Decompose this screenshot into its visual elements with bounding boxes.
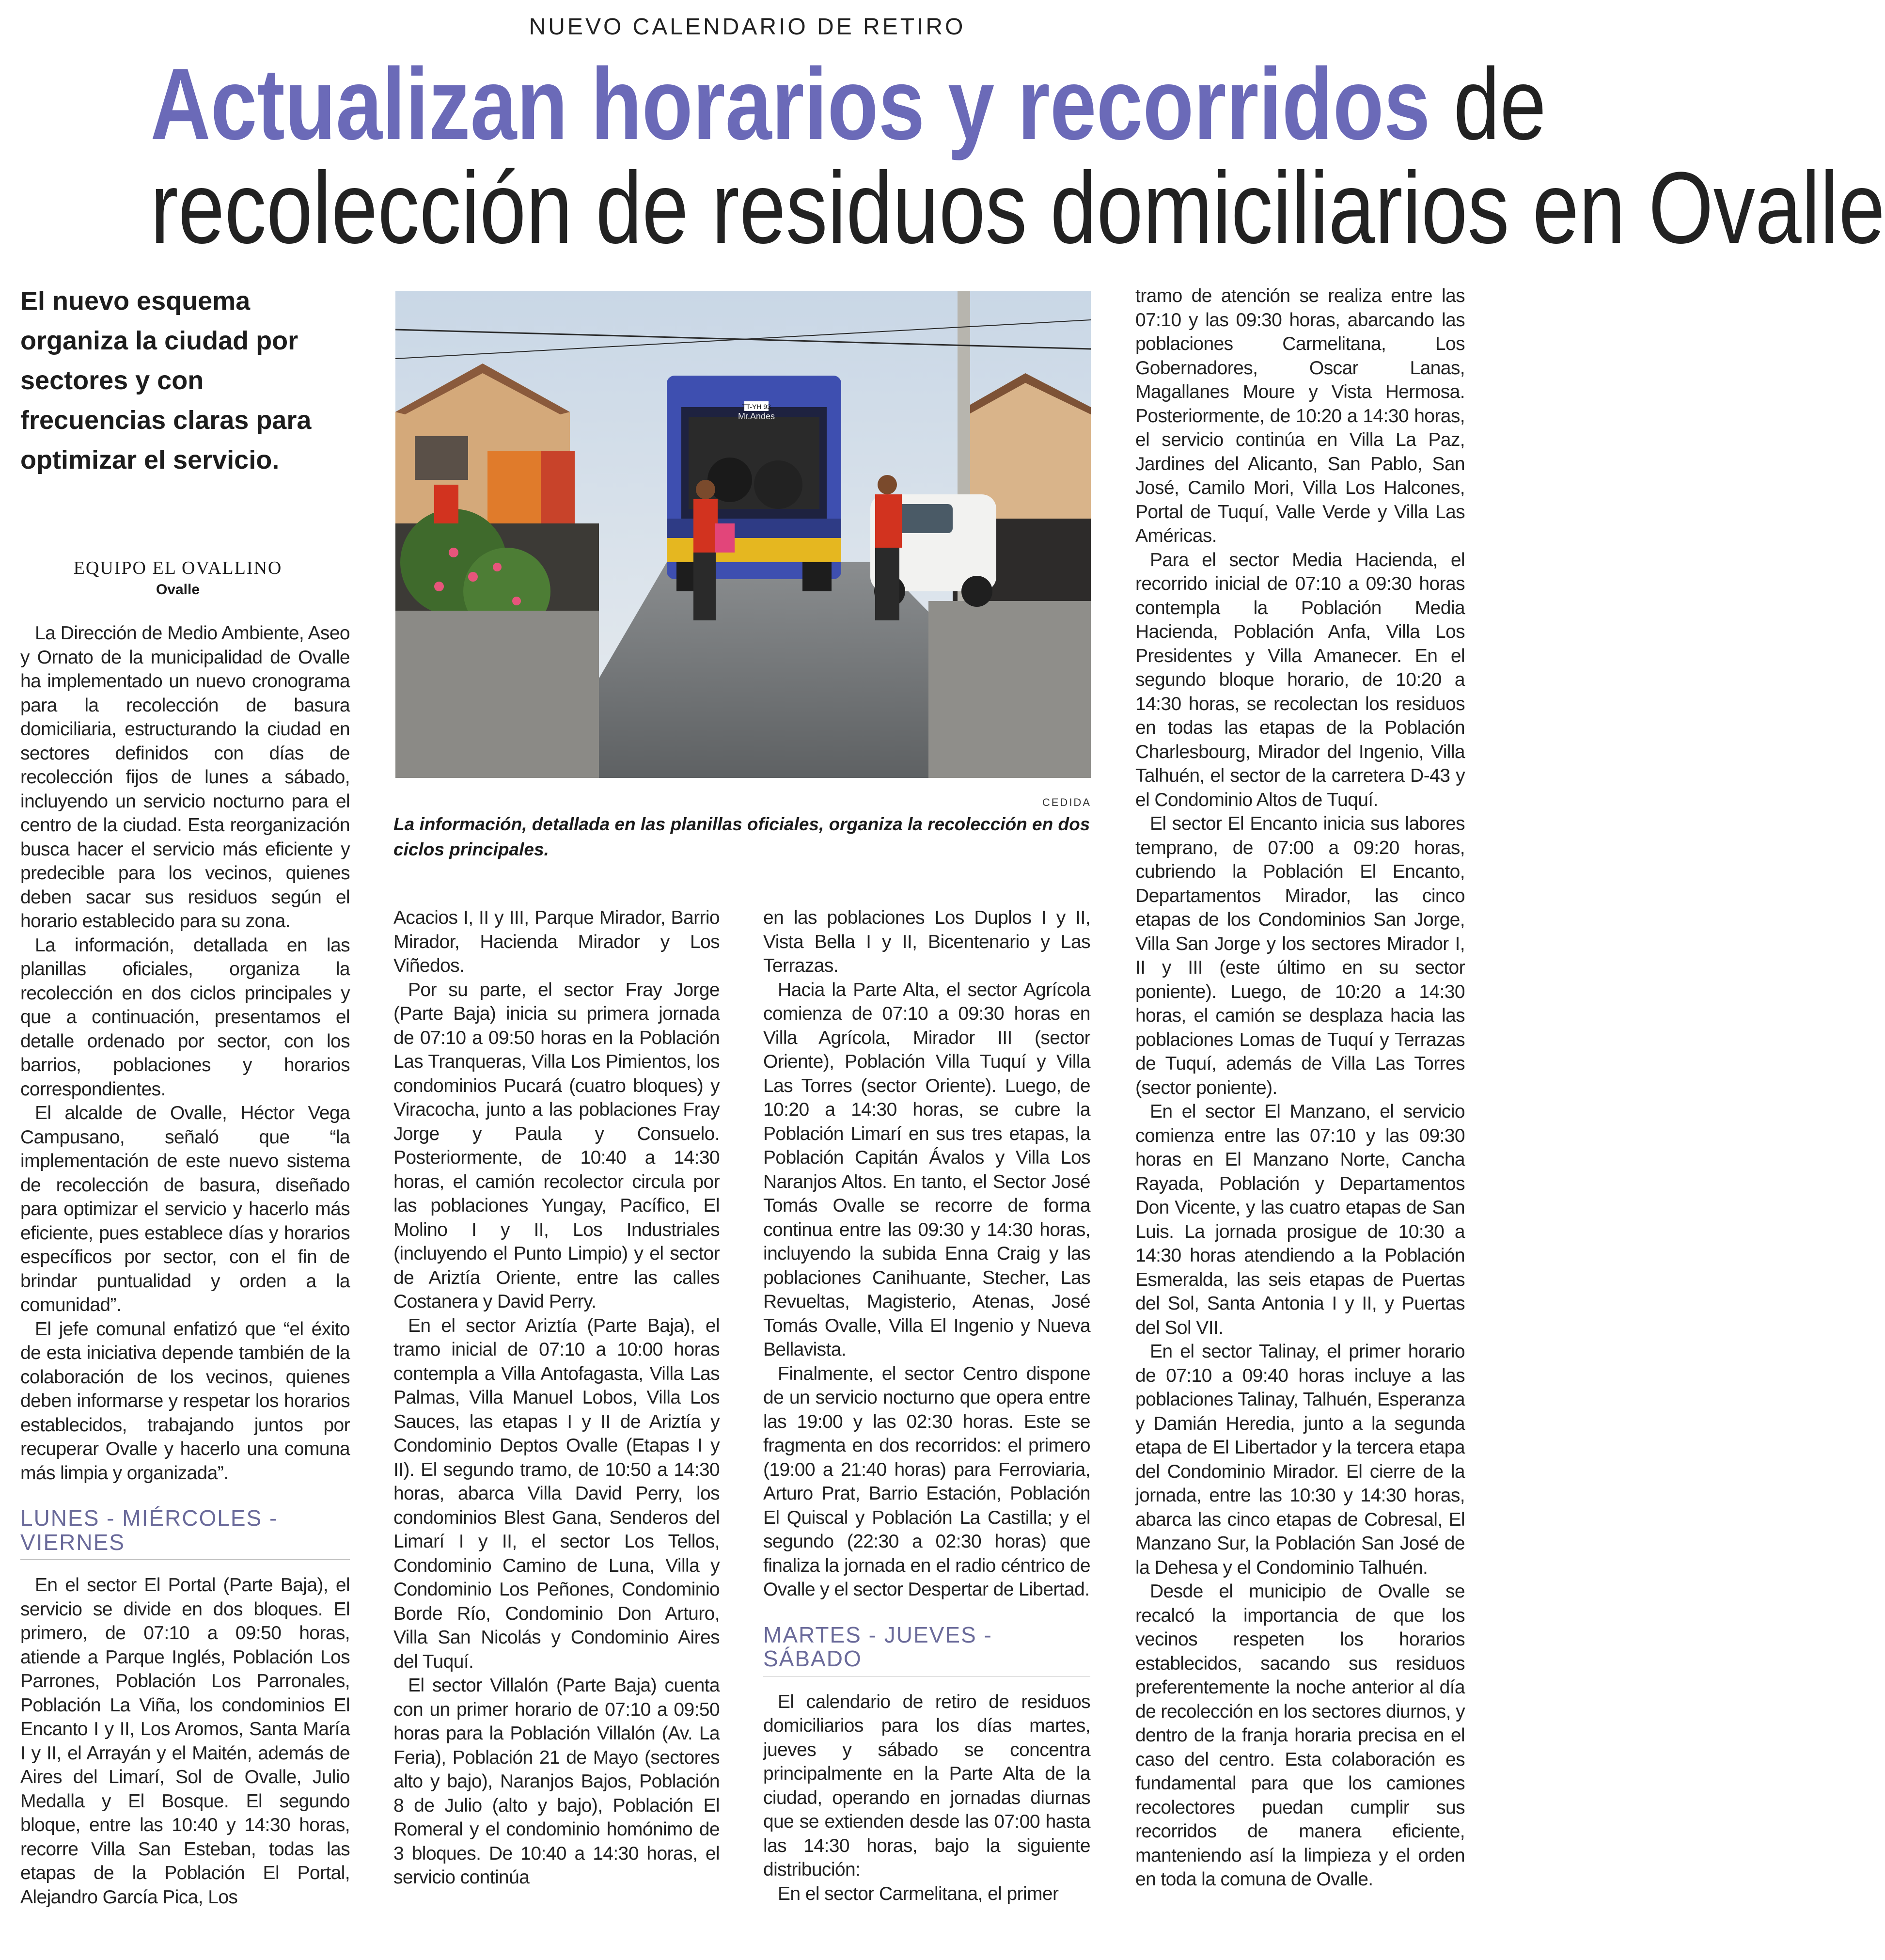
- paragraph: Finalmente, el sector Centro dispone de un servicio nocturno que opera entre las 19:00 y las 02:30 horas. Este se fragmenta en dos recorridos: el primero (19:00 a 21:40 horas) para Ferroviaria, Arturo Prat, Barrio Estación, Población El Quiscal y Población La Castilla; y el segundo (22:30 a 02:30 horas) que finaliza la jornada en el radio céntrico de Ovalle y el sector Despertar de Libertad.: [763, 1363, 1090, 1600]
- section-heading: LUNES - MIÉRCOLES - VIERNES: [20, 1506, 350, 1560]
- photo-credit: CEDIDA: [1042, 796, 1091, 808]
- paragraph: El sector Villalón (Parte Baja) cuenta con un primer horario de 07:10 a 09:50 horas para la Población Villalón (Av. La Feria), Población 21 de Mayo (sectores alto y bajo), Naranjos Bajos, Población 8 de Julio (alto y bajo), Población El Romeral y el condominio homónimo de 3 bloques. De 10:40 a 14:30 horas, el servicio continúa: [393, 1675, 720, 1888]
- paragraph: La Dirección de Medio Ambiente, Aseo y Ornato de la municipalidad de Ovalle ha implementado un nuevo cronograma para la recolección de basura domiciliaria, estructurando la ciudad en sectores definidos con días de recolección fijos de lunes a sábado, incluyendo un servicio nocturno para el centro de la ciudad. Esta reorganización busca hacer el servicio más eficiente y predecible para los vecinos, quienes deben sacar sus residuos según el horario establecido para su zona.: [20, 623, 350, 932]
- column-4: [1135, 284, 1465, 1892]
- headline-line-1: [150, 47, 1546, 161]
- paragraph: En el sector Ariztía (Parte Baja), el tramo inicial de 07:10 a 10:00 horas contempla a Villa Antofagasta, Villa Las Palmas, Villa Manuel Lobos, Villa Los Sauces, las etapas I y II de Ariztía y Condominio Deptos Ovalle (Etapas I y II). El segundo tramo, de 10:50 a 14:30 horas, abarca Villa David Perry, los condominios Blest Gana, Senderos del Limarí I y II, el sector Los Tellos, Condominio Camino de Luna, Villa y Condominio Los Peñones, Condominio Borde Río, Condominio Don Arturo, Villa San Nicolás y Condominio Aires del Tuquí.: [393, 1315, 720, 1672]
- paragraph: El jefe comunal enfatizó que “el éxito de esta iniciativa depende también de la colaboración de los vecinos, quienes deben informarse y respetar los horarios establecidos, trabajando juntos por recuperar Ovalle y hacerlo una comuna más limpia y organizada”.: [20, 1318, 350, 1484]
- kicker: NUEVO CALENDARIO DE RETIRO: [529, 14, 966, 40]
- paragraph: El alcalde de Ovalle, Héctor Vega Campusano, señaló que “la implementación de este nuevo sistema de recolección de basura, diseñado para optimizar el servicio y hacerlo más eficiente, pues establece días y horarios específicos por sector, con el fin de brindar puntualidad y orden a la comunidad”.: [20, 1103, 350, 1315]
- paragraph: En el sector Carmelitana, el primer: [778, 1883, 1059, 1904]
- byline-place: Ovalle: [156, 582, 200, 598]
- paragraph: Por su parte, el sector Fray Jorge (Parte Baja) inicia su primera jornada de 07:10 a 09:50 horas en la Población Las Tranqueras, Villa Los Pimientos, los condominios Pucará (cuatro bloques) y Viracocha, junto a las poblaciones Fray Jorge y Paula y Consuelo. Posteriormente, de 10:40 a 14:30 horas, el camión recolector circula por las poblaciones Yungay, Pacífico, El Molino I y II, Los Industriales (incluyendo el Punto Limpio) y el sector de Ariztía Oriente, entre las calles Costanera y David Perry.: [393, 979, 720, 1312]
- paragraph: en las poblaciones Los Duplos I y II, Vista Bella I y II, Bicentenario y Las Terrazas.: [763, 907, 1090, 976]
- headline-line-2: recolección de residuos domiciliarios en Ovalle: [150, 151, 1885, 265]
- photo: [395, 291, 1091, 778]
- deck: El nuevo esquema organiza la ciudad por sectores y con frecuencias claras para optimizar el servicio.: [20, 286, 312, 475]
- paragraph: Acacios I, II y III, Parque Mirador, Barrio Mirador, Hacienda Mirador y Los Viñedos.: [393, 907, 720, 976]
- paragraph: En el sector El Manzano, el servicio comienza entre las 07:10 y las 09:30 horas en El Manzano Norte, Cancha Rayada, Población y Departamentos Don Vicente, y las cuatro etapas de San Luis. La jornada prosigue de 10:30 a 14:30 horas atendiendo a la Población Esmeralda, las seis etapas de Puertas del Sol, Santa Antonia I y II, y Puertas del Sol VII.: [1135, 1101, 1465, 1338]
- column-1: [20, 621, 350, 1909]
- paragraph: Desde el municipio de Ovalle se recalcó la importancia de que los vecinos respeten los horarios establecidos, sacando sus residuos preferentemente la noche anterior al día de recolección en los sectores diurnos, y dentro de la franja horaria precisa en el caso del centro. Esta colaboración es fundamental para que los camiones recolectores puedan cumplir sus recorridos de manera eficiente, manteniendo así la limpieza y el orden en toda la comuna de Ovalle.: [1135, 1581, 1465, 1890]
- headline-rest: de: [1430, 47, 1546, 161]
- paragraph: Para el sector Media Hacienda, el recorrido inicial de 07:10 a 09:30 horas contempla la Población Media Hacienda, Población Anfa, Villa Los Presidentes y Villa Amanecer. En el segundo bloque horario, de 10:20 a 14:30 horas, se recolectan los residuos en todas las etapas de la Población Charlesbourg, Mirador del Ingenio, Villa Talhuén, el sector de la carretera D-43 y el Condominio Altos de Tuquí.: [1135, 549, 1465, 810]
- headline: [19, 47, 1885, 265]
- paragraph: En el sector Talinay, el primer horario de 07:10 a 09:40 horas incluye a las poblaciones Talinay, Talhuén, Esperanza y Damián Heredia, junto a la segunda etapa de El Libertador y la tercera etapa del Condominio Mirador. El cierre de la jornada, entre las 10:30 y 14:30 horas, abarca las cinco etapas de Cobresal, El Manzano Sur, la Población San José de la Dehesa y el Condominio Talhuén.: [1135, 1341, 1465, 1578]
- column-3: [763, 906, 1090, 1906]
- paragraph: El calendario de retiro de residuos domiciliarios para los días martes, jueves y sábado se concentra principalmente en la Parte Alta de la ciudad, operando en jornadas diurnas que se extienden desde las 07:00 hasta las 14:30 horas, bajo la siguiente distribución:: [763, 1691, 1090, 1880]
- paragraph: La información, detallada en las planillas oficiales, organiza la recolección en dos ciclos principales y que a continuación, presentamos el detalle ordenado por sector, con los barrios, poblaciones y horarios correspondientes.: [20, 934, 350, 1100]
- truck-plate: TT-YH 93: [742, 403, 771, 411]
- paragraph: Hacia la Parte Alta, el sector Agrícola comienza de 07:10 a 09:30 horas en Villa Agrícola, Mirador III (sector Oriente), Población Villa Tuquí y Villa Las Torres (sector Oriente). Luego, de 10:20 a 14:30 horas, se cubre la Población Limarí en sus tres etapas, la Población Capitán Ávalos y Villa Los Naranjos Altos. En tanto, el Sector José Tomás Ovalle se recorre de forma continua entre las 09:30 y 14:30 horas, incluyendo la subida Enna Craig y las poblaciones Canihuante, Stecher, Las Revueltas, Magisterio, Atenas, José Tomás Ovalle, Villa El Ingenio y Nueva Bellavista.: [763, 979, 1090, 1360]
- garbage-truck-photo: [395, 291, 1091, 778]
- paragraph: En el sector El Portal (Parte Baja), el servicio se divide en dos bloques. El primero, de 07:10 a 09:50 horas, atiende a Parque Inglés, Población Los Parrones, Población Los Parronales, Población La Viña, los condominios El Encanto I y II, Los Aromos, Santa María I y II, el Arrayán y el Maitén, además de Aires del Limarí, Sol de Ovalle, Julio Medalla y El Bosque. El segundo bloque, entre las 10:40 y 14:30 horas, recorre Villa San Esteban, todas las etapas de la Población El Portal, Alejandro García Pica, Los: [20, 1575, 350, 1908]
- section-heading: MARTES - JUEVES - SÁBADO: [763, 1623, 1090, 1676]
- byline-author: EQUIPO EL OVALLINO: [73, 558, 283, 578]
- headline-accent: Actualizan horarios y recorridos: [150, 47, 1430, 161]
- paragraph: El sector El Encanto inicia sus labores temprano, de 07:00 a 09:20 horas, cubriendo la Población El Encanto, Departamentos Mirador, las cinco etapas de los Condominios San Jorge, Villa San Jorge y los sectores Mirador I, II y III (este último en su sector poniente). Luego, de 10:20 a 14:30 horas, el camión se desplaza hacia las poblaciones Lomas de Tuquí y Terrazas de Tuquí, además de Villa Las Torres (sector poniente).: [1135, 813, 1465, 1098]
- paragraph: tramo de atención se realiza entre las 07:10 y las 09:30 horas, abarcando las poblaciones Carmelitana, Los Gobernadores, Oscar Lanas, Magallanes Moure y Vista Hermosa. Posteriormente, de 10:20 a 14:30 horas, el servicio continúa en Villa La Paz, Jardines del Alicanto, San Pablo, San José, Camilo Mori, Villa Los Halcones, Portal de Tuquí, Valle Verde y Villa Las Américas.: [1135, 285, 1465, 546]
- photo-caption: La información, detallada en las planillas oficiales, organiza la recolección en dos ciclos principales.: [393, 814, 1090, 859]
- column-2: [393, 906, 720, 1890]
- truck-label: Mr.Andes: [738, 411, 775, 421]
